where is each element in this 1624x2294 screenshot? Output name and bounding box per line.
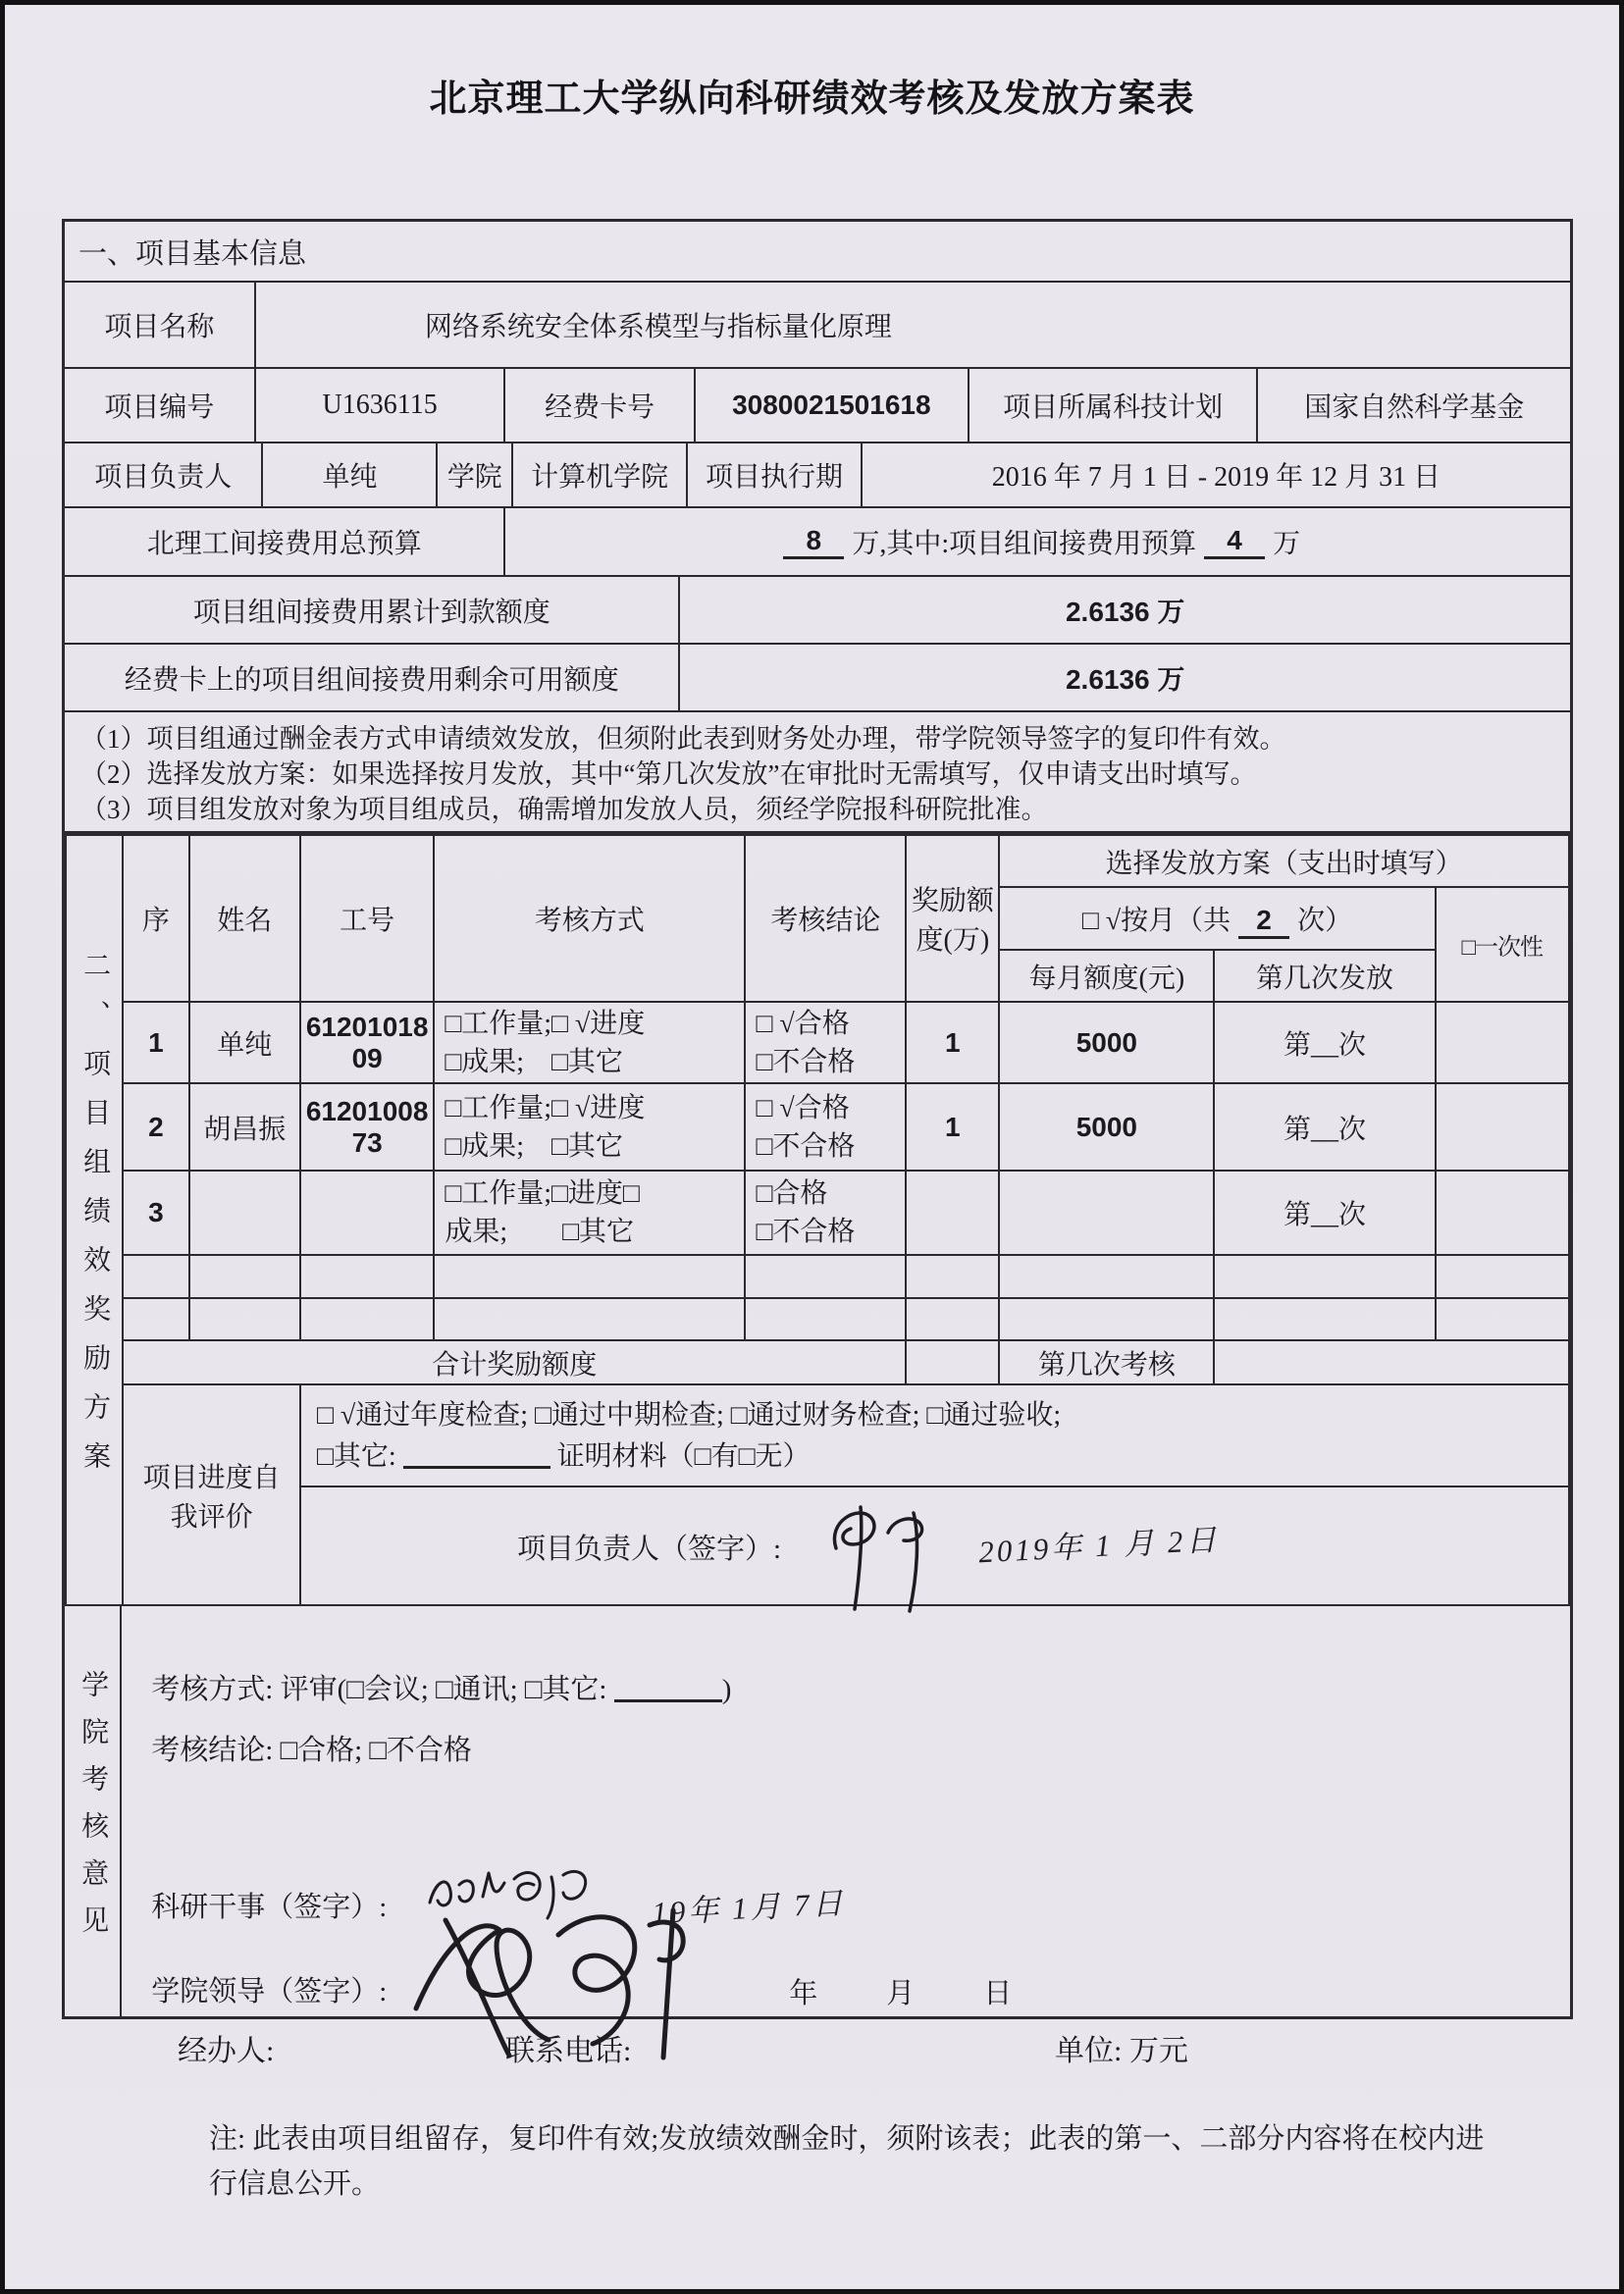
row3-monthly: [999, 1171, 1214, 1255]
row1-method-line2: □成果; □其它: [445, 1046, 623, 1077]
row1-once: [1436, 1002, 1569, 1083]
project-number-label: 项目编号: [65, 369, 256, 442]
row2-id: 6120100873: [300, 1083, 434, 1171]
row2-amount: 1: [906, 1083, 999, 1171]
row2-name: 胡昌振: [189, 1083, 300, 1171]
program-value: 国家自然科学基金: [1304, 392, 1525, 423]
header-assess-result: 考核结论: [745, 835, 906, 1002]
clerk-sign-date: 19年 1月 7日: [651, 1885, 847, 1931]
leader-sign-label: 学院领导（签字）:: [151, 1976, 388, 2007]
header-assess-method: 考核方式: [434, 835, 745, 1002]
budget-group-amount: 4: [1204, 525, 1265, 559]
empty-cell: [434, 1298, 745, 1340]
operator-label: 经办人:: [178, 2035, 275, 2067]
row3-method-line1: □工作量;□进度□: [445, 1178, 640, 1209]
note-line-2: （2）选择发放方案：如果选择按月发放，其中“第几次发放”在审批时无需填写，仅申请支出时填写。: [80, 759, 1257, 789]
empty-cell: [999, 1298, 1214, 1340]
row1-result-line1: □ √合格: [756, 1008, 850, 1039]
row1-id: 6120101809: [300, 1002, 434, 1083]
empty-cell: [745, 1298, 906, 1340]
row1-result-line2: □不合格: [756, 1046, 856, 1077]
header-nth-payout: 第几次发放: [1214, 950, 1435, 1002]
empty-cell: [300, 1298, 434, 1340]
received-row: [65, 577, 1570, 645]
section2-side-label: 二、项目组绩效奖励方案: [79, 950, 111, 1490]
self-eval-other-blank: [403, 1439, 550, 1469]
form-table: [62, 219, 1573, 2019]
empty-cell: [1436, 1298, 1569, 1340]
row1-monthly: 5000: [999, 1002, 1214, 1083]
college-label: 学院: [438, 443, 513, 506]
notes-block: [65, 712, 1570, 834]
note-line-3: （3）项目组发放对象为项目组成员，确需增加发放人员，须经学院报科研院批准。: [80, 795, 1048, 824]
page-title: 北京理工大学纵向科研绩效考核及发放方案表: [429, 78, 1195, 120]
row2-seq: 2: [123, 1083, 188, 1171]
row2-result-line2: □不合格: [756, 1130, 856, 1162]
row1-method-line1: □工作量;□ √进度: [445, 1008, 646, 1039]
nth-assessment-label: 第几次考核: [999, 1340, 1214, 1384]
row3-id: [300, 1171, 434, 1255]
member-row: [66, 1083, 1569, 1171]
row1-nth: 第__次: [1214, 1002, 1435, 1083]
review-method-line: [151, 1667, 731, 1707]
nth-assessment-value: [1214, 1340, 1569, 1384]
header-employee-id: 工号: [300, 835, 434, 1002]
program-label: 项目所属科技计划: [969, 369, 1259, 442]
college-review-content: [122, 1606, 1570, 2016]
empty-cell: [123, 1298, 188, 1340]
header-monthly-option: [999, 887, 1435, 950]
received-value: 2.6136 万: [1065, 596, 1185, 627]
member-row: [66, 1002, 1569, 1083]
header-seq: 序: [123, 835, 188, 1002]
row1-amount: 1: [906, 1002, 999, 1083]
row3-once: [1436, 1171, 1569, 1255]
empty-cell: [999, 1255, 1214, 1298]
leader-sign-date: 年 月 日: [789, 1978, 1017, 2009]
section2-side-label-cell: [66, 835, 123, 1605]
budget-mid-text: 万,其中:项目组间接费用预算: [852, 529, 1197, 559]
leader-value: 单纯: [263, 443, 438, 506]
footnote: 注: 此表由项目组留存，复印件有效;发放绩效酬金时，须附该表；此表的第一、二部分内容将在校内进行信息公开。: [209, 2123, 1485, 2200]
empty-cell: [123, 1255, 188, 1298]
empty-cell: [434, 1255, 745, 1298]
row2-monthly: 5000: [999, 1083, 1214, 1171]
empty-cell: [189, 1255, 300, 1298]
monthly-times-value: 2: [1238, 905, 1289, 939]
budget-unit-text: 万: [1273, 529, 1301, 559]
phone-label: 联系电话:: [505, 2035, 632, 2067]
leader-signature-line: [301, 1487, 1568, 1603]
period-value: 2016 年 7 月 1 日 - 2019 年 12 月 31 日: [991, 462, 1441, 493]
project-number-value: U1636115: [256, 369, 506, 442]
monthly-option-checkbox-text: □ √按月（共: [1081, 905, 1231, 936]
note-line-1: （1）项目组通过酬金表方式申请绩效发放，但须附此表到财务处办理，带学院领导签字的复印件有效。: [80, 724, 1286, 754]
budget-total-amount: 8: [783, 525, 844, 559]
row3-nth: 第__次: [1214, 1171, 1435, 1255]
row2-method-line1: □工作量;□ √进度: [445, 1092, 646, 1123]
budget-row: [65, 508, 1570, 577]
review-result-line: 考核结论: □合格; □不合格: [151, 1735, 472, 1766]
project-name-label: 项目名称: [65, 283, 256, 367]
row1-name: 单纯: [189, 1002, 300, 1083]
remaining-label: 经费卡上的项目组间接费用剩余可用额度: [65, 645, 680, 710]
row3-method-line2: 成果; □其它: [445, 1217, 635, 1247]
header-award-amount: 奖励额度(万): [906, 835, 999, 1002]
self-evaluation-row: [66, 1384, 1569, 1605]
section1-heading: 一、项目基本信息: [79, 237, 307, 270]
period-label: 项目执行期: [688, 443, 863, 506]
college-value: 计算机学院: [513, 443, 688, 506]
unit-label: 单位: 万元: [1055, 2035, 1188, 2067]
budget-value: [505, 508, 1570, 575]
row3-result-line2: □不合格: [756, 1217, 856, 1247]
empty-cell: [745, 1255, 906, 1298]
project-name-row: [65, 283, 1570, 369]
clerk-sign-label: 科研干事（签字）:: [151, 1892, 388, 1923]
project-name-value: 网络系统安全体系模型与指标量化原理: [424, 312, 892, 342]
header-once-option: □一次性: [1436, 887, 1569, 1002]
budget-label: 北理工间接费用总预算: [65, 508, 505, 575]
remaining-row: [65, 645, 1570, 712]
self-evaluation-content: [300, 1384, 1569, 1605]
member-row: [66, 1171, 1569, 1255]
total-award-label: 合计奖励额度: [123, 1340, 906, 1384]
empty-cell: [1436, 1255, 1569, 1298]
empty-cell: [1214, 1298, 1435, 1340]
header-payout-plan: 选择发放方案（支出时填写）: [999, 835, 1569, 887]
college-leader-signature: [387, 1881, 720, 2062]
empty-member-row: [66, 1298, 1569, 1340]
section3-side-label: 学院考核意见: [78, 1670, 109, 1953]
total-row: [66, 1340, 1569, 1384]
empty-cell: [300, 1255, 434, 1298]
empty-member-row: [66, 1255, 1569, 1298]
row2-method-line2: □成果; □其它: [445, 1130, 623, 1162]
section3-side-label-cell: [65, 1606, 122, 2016]
monthly-option-tail: 次）: [1297, 905, 1353, 936]
pi-sign-date: 2019年 1 月 2日: [977, 1522, 1221, 1570]
self-eval-line1: □ √通过年度检查; □通过中期检查; □通过财务检查; □通过验收;: [316, 1400, 1062, 1431]
college-review-section: [65, 1606, 1570, 2016]
review-method-text: 考核方式: 评审(□会议; □通讯; □其它:: [151, 1674, 614, 1705]
empty-cell: [1214, 1255, 1435, 1298]
row2-nth: 第__次: [1214, 1083, 1435, 1171]
row3-result-line1: □合格: [756, 1178, 828, 1209]
row2-result-line1: □ √合格: [756, 1092, 850, 1123]
self-evaluation-checkboxes: [301, 1386, 1568, 1487]
row1-seq: 1: [123, 1002, 188, 1083]
received-label: 项目组间接费用累计到款额度: [65, 577, 680, 643]
row3-name: [189, 1171, 300, 1255]
remaining-value: 2.6136 万: [1065, 663, 1185, 695]
review-method-blank: [614, 1673, 722, 1702]
project-leader-row: [65, 443, 1570, 508]
project-number-row: [65, 369, 1570, 443]
empty-cell: [906, 1255, 999, 1298]
section2-table: [65, 834, 1570, 1606]
fund-card-label: 经费卡号: [505, 369, 695, 442]
fund-card-value: 3080021501618: [696, 369, 969, 442]
self-eval-evidence-label: 证明材料（□有□无）: [550, 1441, 811, 1472]
pi-signature: [802, 1491, 939, 1614]
leader-label: 项目负责人: [65, 443, 263, 506]
total-award-value: [906, 1340, 999, 1384]
pi-sign-label: 项目负责人（签字）:: [516, 1534, 782, 1565]
review-method-close: ): [721, 1674, 732, 1705]
row3-seq: 3: [123, 1171, 188, 1255]
self-eval-other-label: □其它:: [316, 1441, 403, 1472]
header-monthly-amount: 每月额度(元): [999, 950, 1214, 1002]
empty-cell: [906, 1298, 999, 1340]
section1-heading-row: [65, 222, 1570, 283]
self-evaluation-label: 项目进度自我评价: [123, 1384, 300, 1605]
self-eval-line2: [317, 1436, 1568, 1478]
operator-line: [62, 2026, 1573, 2069]
header-name: 姓名: [189, 835, 300, 1002]
empty-cell: [189, 1298, 300, 1340]
row2-once: [1436, 1083, 1569, 1171]
row3-amount: [906, 1171, 999, 1255]
